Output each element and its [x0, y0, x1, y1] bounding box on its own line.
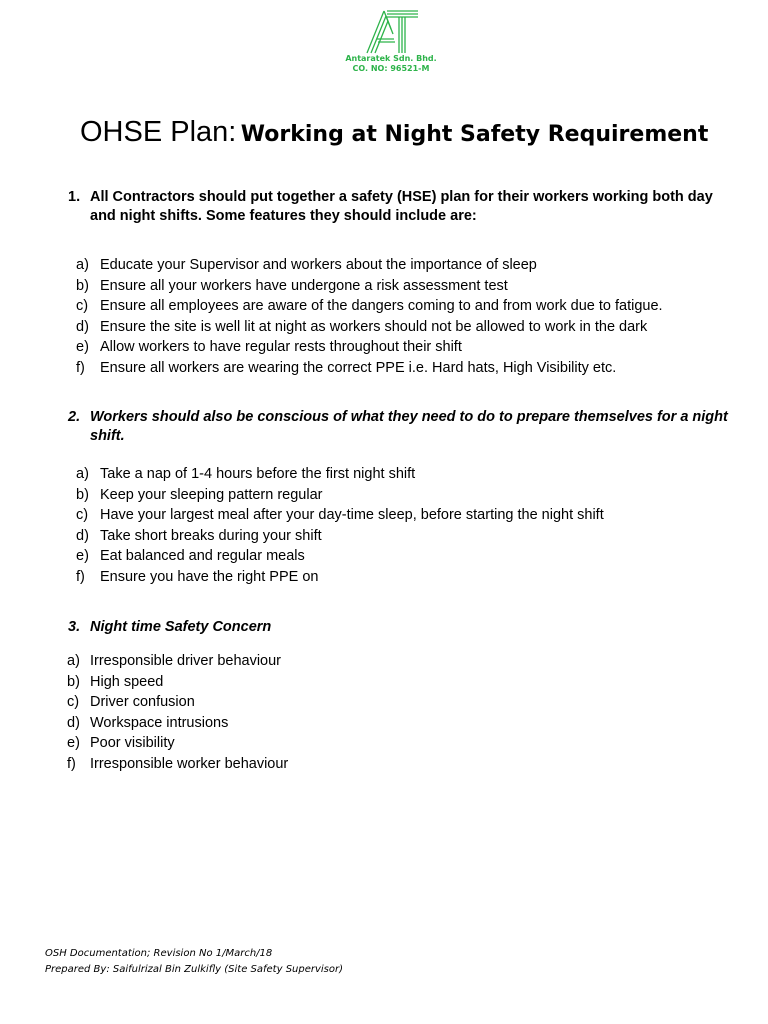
- section-2-heading: [68, 408, 728, 446]
- title-main: OHSE Plan:: [80, 116, 237, 148]
- list-item: [76, 485, 604, 506]
- section-number: 1.: [68, 189, 81, 205]
- company-reg-no: CO. NO: 96521-M: [352, 64, 430, 73]
- list-item-text: Take short breaks during your shift: [100, 527, 322, 544]
- list-marker: f): [76, 568, 85, 585]
- section-heading-text: All Contractors should put together a safety (HSE) plan for their workers working both day and night shifts. Some features they should include are:: [90, 189, 713, 224]
- list-item: [76, 464, 604, 485]
- list-marker: a): [67, 653, 80, 669]
- list-item: [76, 567, 604, 588]
- list-item: [67, 733, 288, 754]
- list-item: [67, 754, 288, 775]
- list-item-text: Driver confusion: [90, 694, 195, 711]
- section-2-list: [76, 464, 604, 588]
- list-item-text: Ensure the site is well lit at night as workers should not be allowed to work in the dark: [100, 318, 648, 335]
- list-marker: b): [76, 277, 89, 294]
- list-marker: c): [76, 298, 89, 315]
- list-item: [67, 692, 288, 713]
- section-number: 3.: [68, 619, 81, 635]
- list-item: [76, 255, 663, 276]
- document-footer: [45, 946, 343, 978]
- list-item: [76, 526, 604, 547]
- list-marker: d): [76, 318, 89, 335]
- list-marker: b): [67, 673, 80, 690]
- list-marker: a): [76, 257, 89, 273]
- footer-revision: OSH Documentation; Revision No 1/March/18: [45, 948, 273, 959]
- section-1-heading: [68, 188, 728, 226]
- section-1-list: [76, 255, 663, 379]
- list-marker: e): [67, 735, 80, 752]
- list-marker: a): [76, 466, 89, 482]
- list-item-text: Ensure you have the right PPE on: [100, 568, 319, 585]
- list-marker: e): [76, 548, 89, 565]
- list-item: [76, 337, 663, 358]
- list-item: [76, 358, 663, 379]
- list-item-text: Poor visibility: [90, 735, 175, 752]
- list-item: [67, 713, 288, 734]
- document-title: [80, 116, 708, 149]
- list-marker: c): [76, 507, 89, 524]
- list-item: [67, 672, 288, 693]
- list-item: [67, 651, 288, 672]
- list-item-text: Educate your Supervisor and workers about the importance of sleep: [100, 257, 537, 273]
- list-item-text: Eat balanced and regular meals: [100, 548, 305, 565]
- section-heading-text: Workers should also be conscious of what they need to do to prepare themselves for a night shift.: [90, 409, 728, 444]
- section-3-list: [67, 651, 288, 775]
- section-3-heading: [68, 618, 728, 637]
- list-item-text: Ensure all your workers have undergone a risk assessment test: [100, 277, 508, 294]
- antaratek-logo-icon: [363, 8, 419, 54]
- section-heading-text: Night time Safety Concern: [90, 619, 272, 635]
- list-item-text: Irresponsible driver behaviour: [90, 653, 282, 669]
- list-marker: f): [67, 755, 76, 772]
- list-item-text: Take a nap of 1-4 hours before the first night shift: [100, 466, 416, 482]
- company-logo: [343, 8, 439, 74]
- list-marker: d): [76, 527, 89, 544]
- section-number: 2.: [68, 409, 81, 425]
- list-marker: f): [76, 359, 85, 376]
- list-item-text: High speed: [90, 673, 164, 690]
- title-sub: Working at Night Safety Requirement: [240, 122, 709, 147]
- list-item: [76, 317, 663, 338]
- list-marker: c): [67, 694, 80, 711]
- list-item-text: Ensure all workers are wearing the correct PPE i.e. Hard hats, High Visibility etc.: [100, 359, 617, 376]
- list-marker: e): [76, 339, 89, 356]
- list-item-text: Workspace intrusions: [90, 714, 229, 731]
- list-item-text: Irresponsible worker behaviour: [90, 755, 289, 772]
- list-item: [76, 546, 604, 567]
- company-name: Antaratek Sdn. Bhd.: [345, 54, 437, 63]
- list-item: [76, 296, 663, 317]
- list-marker: b): [76, 486, 89, 503]
- footer-prepared-by: Prepared By: Saifulrizal Bin Zulkifly (Site Safety Supervisor): [45, 964, 344, 975]
- list-marker: d): [67, 714, 80, 731]
- list-item: [76, 276, 663, 297]
- list-item-text: Allow workers to have regular rests throughout their shift: [100, 339, 462, 356]
- list-item: [76, 505, 604, 526]
- list-item-text: Ensure all employees are aware of the dangers coming to and from work due to fatigue.: [100, 298, 663, 315]
- list-item-text: Have your largest meal after your day-time sleep, before starting the night shift: [100, 507, 604, 524]
- list-item-text: Keep your sleeping pattern regular: [100, 486, 323, 503]
